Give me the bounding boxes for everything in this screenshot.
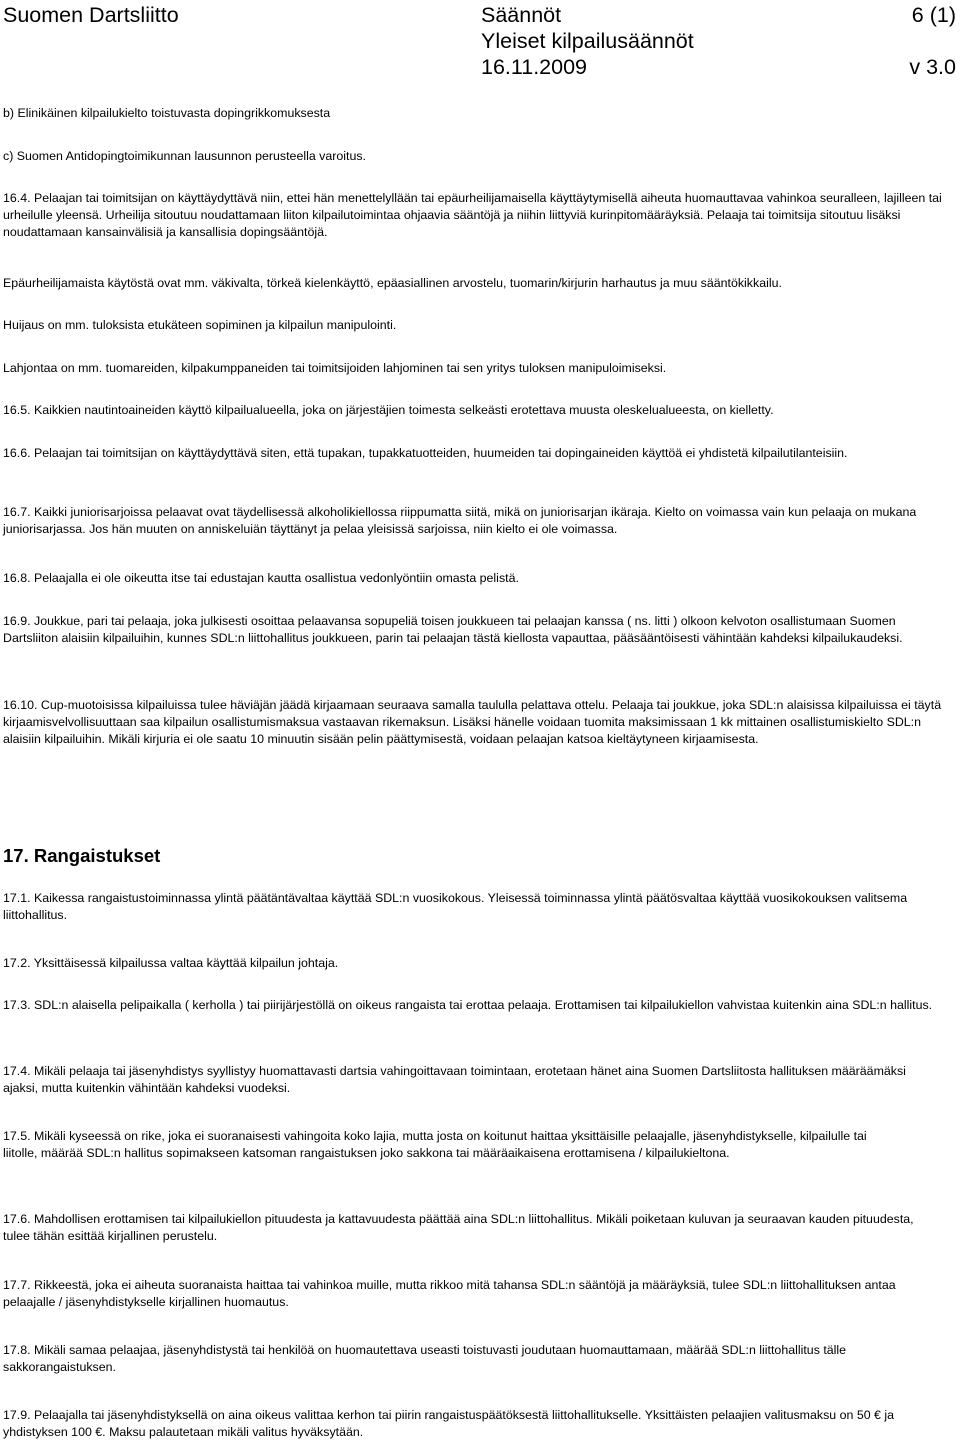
paragraph-16-10: 16.10. Cup-muotoisissa kilpailuissa tulee häviäjän jäädä kirjaamaan seuraava samalla taululla pelattava ottelu. Pelaaja tai joukkue, joka SDL:n alaisissa kilpailuissa ei täytä kirjaamisvelvollisuuttaan saa kilpailun osallistumismaksua vastaavan rikemaksun. Lisäksi hänelle voidaan tuomita maksimissaan 1 kk mittainen osallistumiskielto SDL:n alaisiin kilpailuihin. Mikäli kirjuria ei ole saatu 10 minuutin sisään pelin päättymisestä, voidaan pelaajan katsoa kieltäytyneen kirjaamisesta. xyxy=(3,698,942,746)
paragraph-16-4: 16.4. Pelaajan tai toimitsijan on käyttäydyttävä niin, ettei hän menettelyllään tai epäurheilijamaisella käyttäytymisellä aiheuta huomauttavaa vahinkoa seuralleen, lajilleen tai urheilulle yleensä. Urheilija sitoutuu noudattamaan liiton kilpailutoimintaa ohjaavia sääntöjä ja niihin liittyviä kurinpitomääräyksiä. Pelaaja tai toimitsija sitoutuu lisäksi noudattamaan kansainvälisiä ja kansallisia dopingsääntöjä. xyxy=(3,191,942,239)
paragraph-huijaus: Huijaus on mm. tuloksista etukäteen sopiminen ja kilpailun manipulointi. xyxy=(3,318,397,332)
paragraph-17-9: 17.9. Pelaajalla tai jäsenyhdistyksellä on aina oikeus valittaa kerhon tai piirin rangaistuspäätöksestä liittohallitukselle. Yksittäisten pelaajien valitusmaksu on 50 € ja yhdistyksen 100 €. Maksu palautetaan mikäli valitus hyväksytään. xyxy=(3,1408,895,1439)
paragraph-17-1: 17.1. Kaikessa rangaistustoiminnassa ylintä päätäntävaltaa käyttää SDL:n vuosikokous. Yleisessä toiminnassa ylintä päätösvaltaa käyttää vuosikokouksen valitsema liittohallitus. xyxy=(3,891,908,922)
paragraph-17-2: 17.2. Yksittäisessä kilpailussa valtaa käyttää kilpailun johtaja. xyxy=(3,956,339,970)
paragraph-17-5: 17.5. Mikäli kyseessä on rike, joka ei suoranaisesti vahingoita koko lajia, mutta josta on koitunut haittaa yksittäisille pelaajalle, jäsenyhdistykselle, kilpailulle tai liitolle, määrää SDL:n hallitus sopimakseen katsoman rangaistuksen joko sakkona tai määräaikaisena erottamisena / kilpailukieltona. xyxy=(3,1129,867,1160)
paragraph-16-5: 16.5. Kaikkien nautintoaineiden käyttö kilpailualueella, joka on järjestäjien toimesta selkeästi erotettava muusta oleskelualueesta, on kielletty. xyxy=(3,403,774,417)
page-header xyxy=(0,0,960,82)
document-date: 16.11.2009 xyxy=(481,55,588,79)
paragraph-16-6: 16.6. Pelaajan tai toimitsijan on käyttäydyttävä siten, että tupakan, tupakkatuotteiden, huumeiden tai dopingaineiden käyttöä ei yhdistetä kilpailutilanteisiin. xyxy=(3,446,848,460)
paragraph-16-9: 16.9. Joukkue, pari tai pelaaja, joka julkisesti osoittaa pelaavansa sopupeliä toisen joukkueen tai pelaajan kanssa ( ns. litti ) olkoon kelvoton osallistumaan Suomen Dartsliiton alaisiin kilpailuihin, kunnes SDL:n liittohallitus joukkueen, parin tai pelaajan tästä kiellosta vapauttaa, pääsääntöisesti vähintään kahdeksi kilpailukaudeksi. xyxy=(3,614,903,645)
paragraph-c: c) Suomen Antidopingtoimikunnan lausunnon perusteella varoitus. xyxy=(3,149,367,163)
paragraph-lahjonta: Lahjontaa on mm. tuomareiden, kilpakumppaneiden tai toimitsijoiden lahjominen tai sen yritys tuloksen manipuloimiseksi. xyxy=(3,361,667,375)
paragraph-b: b) Elinikäinen kilpailukielto toistuvasta dopingrikkomuksesta xyxy=(3,106,331,120)
section-heading: 17. Rangaistukset xyxy=(3,845,161,866)
page-indicator: 6 (1) xyxy=(911,3,956,27)
paragraph-epaurheilijamaisuus: Epäurheilijamaista käytöstä ovat mm. väkivalta, törkeä kielenkäyttö, epäasiallinen arvostelu, tuomarin/kirjurin harhautus ja muu sääntökikkailu. xyxy=(3,276,782,290)
paragraph-17-3: 17.3. SDL:n alaisella pelipaikalla ( kerholla ) tai piirijärjestöllä on oikeus rangaista tai erottaa pelaaja. Erottamisen tai kilpailukiellon vahvistaa kuitenkin aina SDL:n hallitus. xyxy=(3,998,933,1012)
paragraph-17-6: 17.6. Mahdollisen erottamisen tai kilpailukiellon pituudesta ja kattavuudesta päättää aina SDL:n liittohallitus. Mikäli poiketaan kuluvan ja seuraavan kauden pituudesta, tulee tähän esittää kirjallinen perustelu. xyxy=(3,1212,914,1243)
paragraph-16-7: 16.7. Kaikki juniorisarjoissa pelaavat ovat täydellisessä alkoholikiellossa riippumatta siitä, mikä on juniorisarjan ikäraja. Kielto on voimassa vain kun pelaaja on mukana juniorisarjassa. Jos hän muuten on anniskeluiän täyttänyt ja pelaa yleisissä sarjoissa, niin kielto ei ole voimassa. xyxy=(3,505,917,536)
document-title: Säännöt xyxy=(481,3,562,27)
document-version: v 3.0 xyxy=(909,55,956,79)
organization-name: Suomen Dartsliitto xyxy=(3,3,179,27)
paragraph-16-8: 16.8. Pelaajalla ei ole oikeutta itse tai edustajan kautta osallistua vedonlyöntiin omasta pelistä. xyxy=(3,571,519,585)
paragraph-17-7: 17.7. Rikkeestä, joka ei aiheuta suoranaista haittaa tai vahinkoa muille, mutta rikkoo mitä tahansa SDL:n sääntöjä ja määräyksiä, tulee SDL:n liittohallituksen antaa pelaajalle / jäsenyhdistykselle kirjallinen huomautus. xyxy=(3,1278,896,1309)
paragraph-17-4: 17.4. Mikäli pelaaja tai jäsenyhdistys syyllistyy huomattavasti dartsia vahingoittavaan toimintaan, erotetaan hänet aina Suomen Dartsliitosta hallituksen määräämäksi ajaksi, mutta kuitenkin vähintään kahdeksi vuodeksi. xyxy=(3,1064,906,1095)
paragraph-17-8: 17.8. Mikäli samaa pelaajaa, jäsenyhdistystä tai henkilöä on huomautettava useasti toistuvasti joudutaan huomauttamaan, määrää SDL:n liittohallitus tälle sakkorangaistuksen. xyxy=(3,1343,847,1374)
document-subtitle: Yleiset kilpailusäännöt xyxy=(481,29,694,53)
